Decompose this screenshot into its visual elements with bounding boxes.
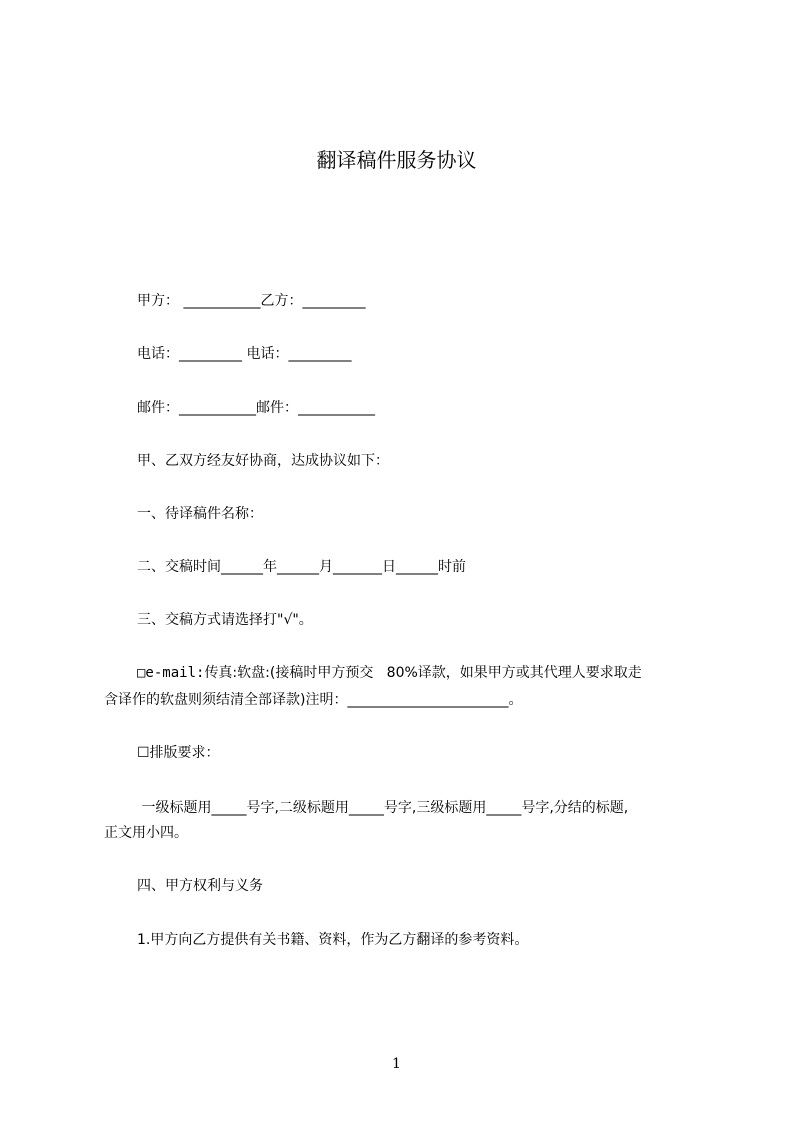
intro-paragraph: 甲、乙双方经友好协商，达成协议如下：	[137, 453, 389, 469]
email-option-label: □e-mail:	[137, 665, 205, 681]
format-line-1: 一级标题用_____号字,二级标题用_____号字,三级标题用_____号字,分结的标题,	[137, 800, 629, 816]
party-line: 甲方： ___________乙方：_________	[137, 293, 366, 309]
section-1-heading: 一、待译稿件名称：	[137, 506, 263, 522]
section-4-heading: 四、甲方权利与义务	[137, 878, 263, 894]
email-line: 邮件：___________邮件：___________	[137, 400, 375, 416]
phone-line: 电话：_________ 电话：_________	[137, 346, 352, 362]
section-2-heading: 二、交稿时间______年______月_______日______时前	[137, 559, 466, 575]
delivery-line-1	[137, 665, 642, 682]
format-line-2: 正文用小四。	[104, 825, 188, 841]
page-number: 1	[392, 1056, 401, 1072]
document-title: 翻译稿件服务协议	[316, 148, 477, 172]
section-4-item-1: 1.甲方向乙方提供有关书籍、资料，作为乙方翻译的参考资料。	[137, 932, 529, 948]
delivery-line-2: 含译作的软盘则须结清全部译款)注明：_______________________。	[104, 692, 523, 708]
section-3-heading: 三、交稿方式请选择打"√"。	[137, 612, 313, 628]
format-requirement-label: ☐排版要求：	[137, 745, 220, 761]
delivery-options-text: 传真:软盘:(接稿时甲方预交 80%译款，如果甲方或其代理人要求取走	[204, 665, 642, 681]
